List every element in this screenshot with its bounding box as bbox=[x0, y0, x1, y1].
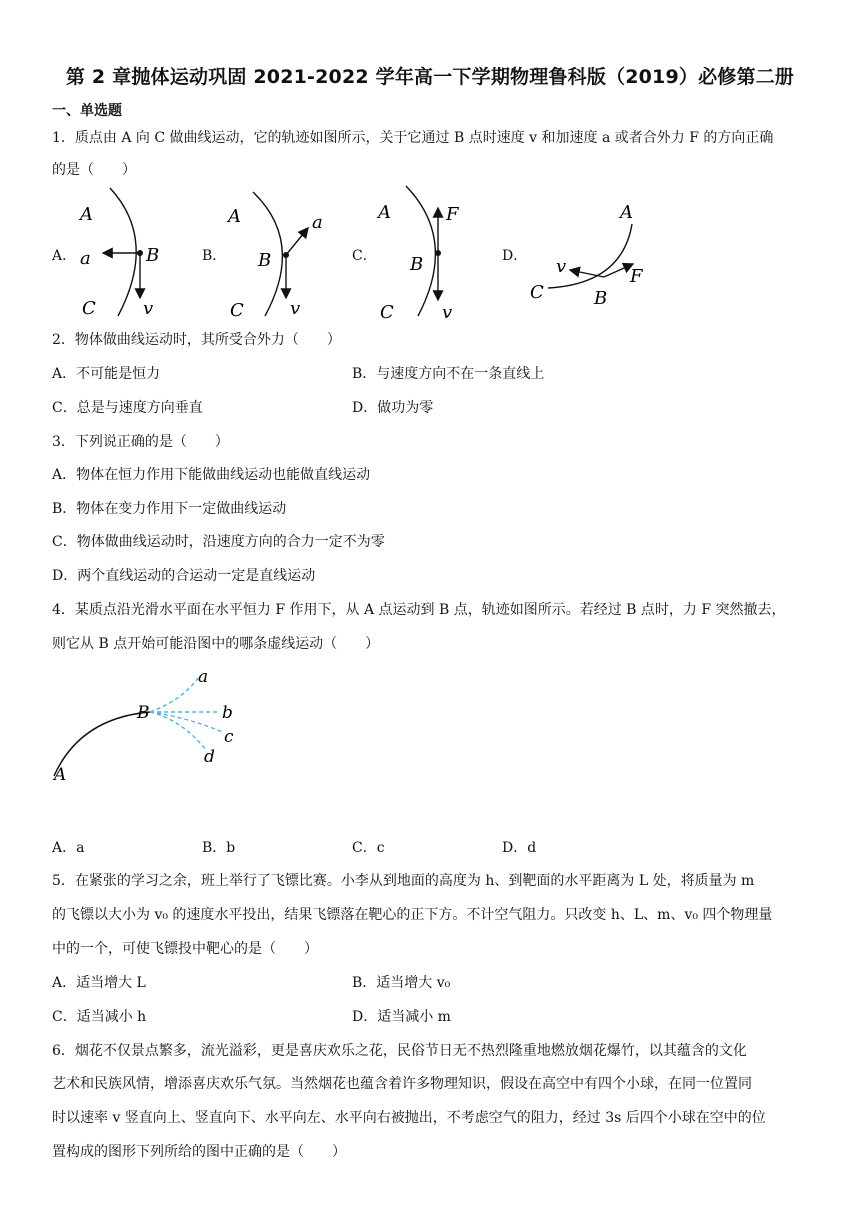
q4-option-d: D．d bbox=[502, 840, 537, 856]
q1-figure-c bbox=[376, 186, 460, 323]
q4-option-b: B．b bbox=[202, 840, 236, 856]
q5-stem-line2: 的飞镖以大小为 v₀ 的速度水平投出，结果飞镖落在靶心的正下方。不计空气阻力。只改变 h、L、m、v₀ 四个物理量 bbox=[52, 907, 773, 923]
q1d-label-v: v bbox=[556, 256, 567, 277]
q4-dashed-paths bbox=[150, 678, 222, 750]
q1c-label-C: C bbox=[380, 302, 394, 323]
q1d-label-A: A bbox=[620, 202, 633, 223]
q1-figure-d bbox=[530, 202, 644, 309]
q1c-label-B: B bbox=[410, 254, 424, 275]
q1b-label-a: a bbox=[312, 212, 323, 233]
q2-option-c: C．总是与速度方向垂直 bbox=[52, 400, 203, 416]
q1a-label-v: v bbox=[143, 298, 154, 319]
q1-figure-b bbox=[226, 192, 323, 321]
q1-option-b: B． bbox=[202, 248, 227, 264]
q1-stem-line2: 的是（ ） bbox=[52, 162, 136, 178]
q1d-label-C: C bbox=[530, 282, 544, 303]
q1-option-d: D． bbox=[502, 248, 528, 264]
q1-figure-a bbox=[78, 188, 159, 319]
q2-option-a: A．不可能是恒力 bbox=[52, 366, 161, 382]
q1d-label-B: B bbox=[594, 288, 608, 309]
q1a-label-C: C bbox=[82, 298, 96, 319]
q1-option-a: A． bbox=[52, 248, 77, 264]
q4-label-a: a bbox=[198, 667, 209, 687]
q1b-label-A: A bbox=[228, 206, 241, 227]
q5-option-c: C．适当减小 h bbox=[52, 1009, 147, 1025]
q2-option-d: D．做功为零 bbox=[352, 400, 434, 416]
q4-label-A: A bbox=[54, 765, 67, 785]
q3-option-a: A．物体在恒力作用下能做曲线运动也能做直线运动 bbox=[52, 467, 371, 483]
q5-option-a: A．适当增大 L bbox=[52, 975, 146, 991]
q4-label-c: c bbox=[224, 727, 234, 747]
q3-option-b: B．物体在变力作用下一定做曲线运动 bbox=[52, 501, 287, 517]
q4-label-b: b bbox=[222, 703, 233, 723]
q5-stem-line1: 5．在紧张的学习之余，班上举行了飞镖比赛。小李从到地面的高度为 h、到靶面的水平距离为 L 处，将质量为 m bbox=[52, 873, 755, 889]
q1b-label-C: C bbox=[230, 300, 244, 321]
q1-option-c: C． bbox=[352, 248, 377, 264]
q1c-label-F: F bbox=[446, 204, 459, 225]
q2-stem: 2．物体做曲线运动时，其所受合外力（ ） bbox=[52, 332, 341, 348]
q1c-label-v: v bbox=[442, 302, 453, 323]
q4-figure bbox=[40, 660, 260, 790]
q1a-label-B: B bbox=[146, 245, 160, 266]
q1d-label-F: F bbox=[630, 266, 643, 287]
section-heading: 一、单选题 bbox=[52, 103, 122, 119]
q6-stem-line4: 置构成的图形下列所给的图中正确的是（ ） bbox=[52, 1144, 346, 1160]
q1-stem-line1: 1．质点由 A 向 C 做曲线运动，它的轨迹如图所示，关于它通过 B 点时速度 v 和加速度 a 或者合外力 F 的方向正确 bbox=[52, 130, 774, 146]
q1a-label-A: A bbox=[80, 204, 93, 225]
q4-option-c: C．c bbox=[352, 840, 385, 856]
page-title: 第 2 章抛体运动巩固 2021-2022 学年高一下学期物理鲁科版（2019）必修第二册 bbox=[65, 66, 795, 88]
q3-stem: 3．下列说正确的是（ ） bbox=[52, 434, 229, 450]
q3-option-c: C．物体做曲线运动时，沿速度方向的合力一定不为零 bbox=[52, 534, 385, 550]
q6-stem-line3: 时以速率 v 竖直向上、竖直向下、水平向左、水平向右被抛出，不考虑空气的阻力，经过 3s 后四个小球在空中的位 bbox=[52, 1110, 766, 1126]
q5-stem-line3: 中的一个，可使飞镖投中靶心的是（ ） bbox=[52, 941, 318, 957]
q1-figures bbox=[0, 180, 860, 330]
q1b-label-B: B bbox=[258, 250, 272, 271]
q2-option-b: B．与速度方向不在一条直线上 bbox=[352, 366, 545, 382]
q1a-label-a: a bbox=[80, 248, 91, 269]
q4-stem-line2: 则它从 B 点开始可能沿图中的哪条虚线运动（ ） bbox=[52, 636, 380, 652]
q6-stem-line2: 艺术和民族风情，增添喜庆欢乐气氛。当然烟花也蕴含着许多物理知识，假设在高空中有四个小球，在同一位置同 bbox=[52, 1076, 752, 1092]
q1c-label-A: A bbox=[378, 202, 391, 223]
q3-option-d: D．两个直线运动的合运动一定是直线运动 bbox=[52, 568, 316, 584]
q4-label-B: B bbox=[137, 703, 150, 723]
q4-stem-line1: 4．某质点沿光滑水平面在水平恒力 F 作用下，从 A 点运动到 B 点，轨迹如图所示。若经过 B 点时，力 F 突然撤去， bbox=[52, 602, 786, 618]
q4-option-a: A．a bbox=[52, 840, 85, 856]
q5-option-d: D．适当减小 m bbox=[352, 1009, 451, 1025]
q6-stem-line1: 6．烟花不仅景点繁多，流光溢彩，更是喜庆欢乐之花，民俗节日无不热烈隆重地燃放烟花爆竹，以其蕴含的文化 bbox=[52, 1043, 747, 1059]
q4-label-d: d bbox=[204, 747, 215, 767]
q5-option-b: B．适当增大 v₀ bbox=[352, 975, 451, 991]
q1b-label-v: v bbox=[290, 298, 301, 319]
